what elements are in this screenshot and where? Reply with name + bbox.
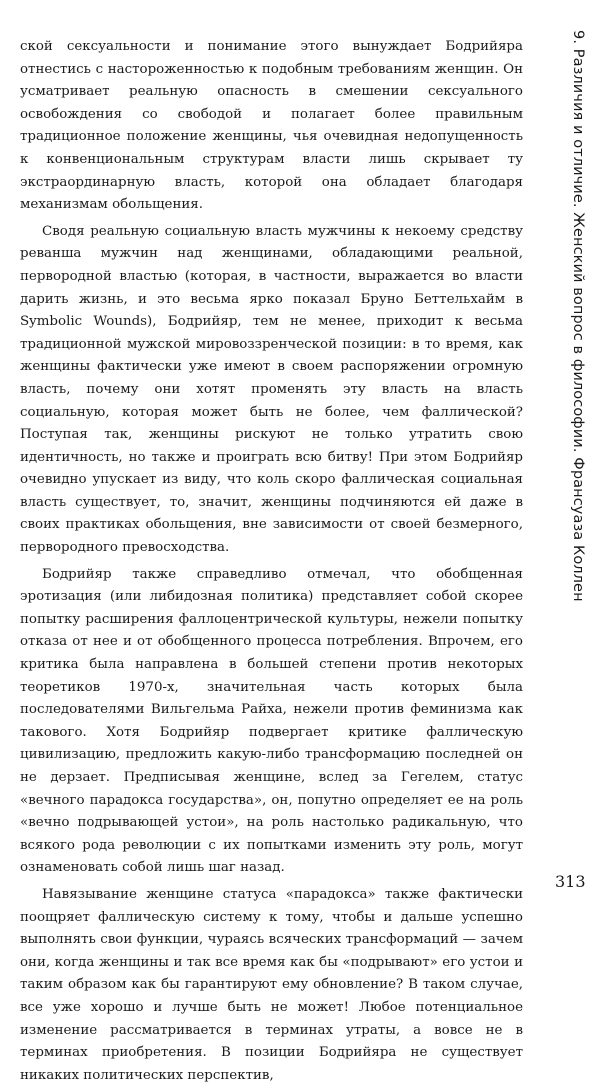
paragraph-4: Навязывание женщине статуса «парадокса» также фактически поощряет фаллическую систему к тому, чтобы и дальше успешно выполнять свои функции, чураясь всяческих трансформаций — зачем они, когда женщины и так все время как бы «подрывают» его устои и таким образом как бы гарантируют ему обновление? В таком случае, все уже хорошо и лучше быть не может! Любое потенциальное изменение рассматривается в терминах утраты, а вовсе не в терминах приобретения. В позиции Бодрийяра не существует никаких политических перспектив,: [20, 886, 523, 1083]
paragraph-3: Бодрийяр также справедливо отмечал, что обобщенная эротизация (или либидозная политика) представляет собой скорее попытку расширения фаллоцентрической культуры, нежели попытку отказа от нее и от обобщенного процесса потребления. Впрочем, его критика была направлена в большей степени против некоторых теоретиков 1970-х, значительная часть которых была последователями Вильгельма Райха, нежели против феминизма как такового. Хотя Бодрийяр подвергает критике фаллическую цивилизацию, предложить какую-либо трансформацию последней он не дерзает. Предписывая женщине, вслед за Гегелем, статус «вечного парадокса государства», он, попутно определяет ее на роль «вечно подрывающей устои», на роль настолько радикальную, что всякого рода революции с их попытками изменить эту роль, могут ознаменовать собой лишь шаг назад.: [20, 566, 523, 876]
running-head-text: 9. Различия и отличие. Женский вопрос в философии. Франсуаза Коллен: [570, 30, 586, 602]
running-head: [568, 30, 588, 860]
page-number: 313: [555, 872, 586, 891]
paragraph-2: Сводя реальную социальную власть мужчины к некоему средству реванша мужчин над женщинами, обладающими реальной, первородной властью (которая, в частности, выражается во власти дарить жизнь, и это весьма ярко показал Бруно Беттельхайм в Symbolic Wounds), Бодрийяр, тем не менее, приходит к весьма традиционной мужской мировоззренческой позиции: в то время, как женщины фактически уже имеют в своем распоряжении огромную власть, почему они хотят променять эту власть на власть социальную, которая может быть не более, чем фаллической? Поступая так, женщины рискуют не только утратить свою идентичность, но также и проиграть всю битву! При этом Бодрийяр очевидно упускает из виду, что коль скоро фаллическая социальная власть существует, то, значит, женщины подчиняются ей даже в своих практиках обольщения, вне зависимости от своей безмерного, первородного превосходства.: [20, 223, 523, 556]
body-text: [20, 36, 523, 1091]
paragraph-1: ской сексуальности и понимание этого вынуждает Бодрийяра отнестись с настороженностью к подобным требованиям женщин. Он усматривает реальную опасность в смешении сексуального освобождения со свободой и полагает более правильным традиционное положение женщины, чья очевидная недопущенность к конвенциональным структурам власти лишь скрывает ту экстраординарную власть, которой она обладает благодаря механизмам обольщения.: [20, 39, 523, 213]
